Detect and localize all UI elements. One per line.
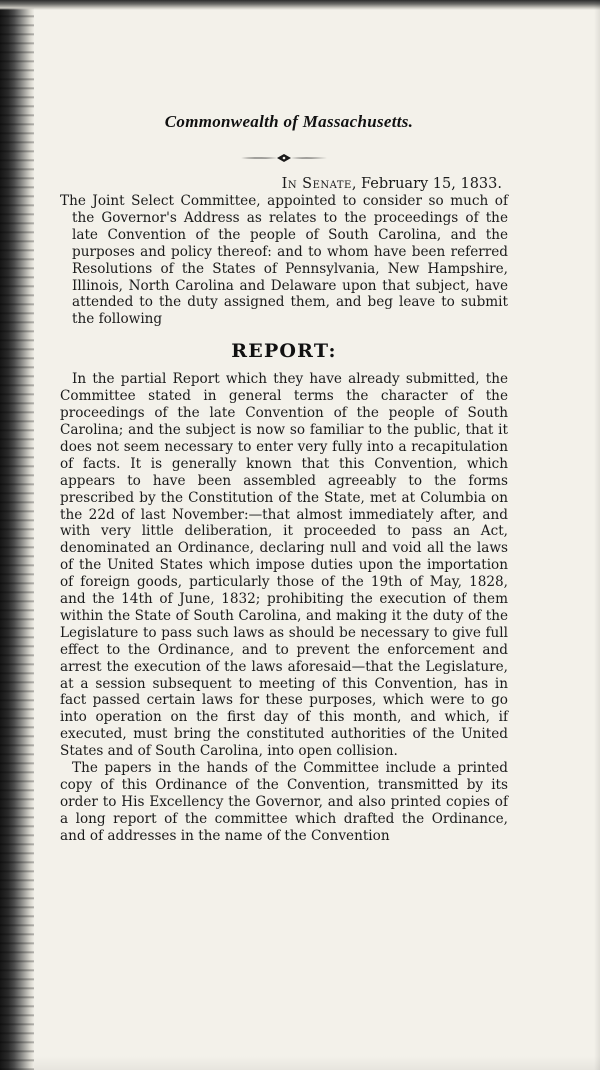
intro-paragraph: The Joint Select Committee, appointed to consider so much of the Governor's Address as relates to the proceedings of the late Convention of the people of South Carolina, and the purposes and policy thereof: and to whom have been referred Resolutions of the States of Pennsylvania, New Hampshire, Illinois, North Carolina and Delaware upon that subject, have attended to the duty assigned them, and beg leave to submit the following xyxy=(60,193,508,328)
body-paragraph-1: In the partial Report which they have already submitted, the Committee stated in general terms the character of the proceedings of the late Convention of the people of South Carolina; and the subject is now so familiar to the public, that it does not seem necessary to enter very fully into a recapitulation of facts. It is generally known that this Convention, which appears to have been assembled agreeably to the forms prescribed by the Constitution of the State, met at Columbia on the 22d of last November:—that almost immediately after, and with very little deliberation, it proceeded to pass an Act, denominated an Ordinance, declaring null and void all the laws of the United States which impose duties upon the importation of foreign goods, particularly those of the 19th of May, 1828, and the 14th of June, 1832; prohibiting the execution of them within the State of South Carolina, and making it the duty of the Legislature to pass such laws as should be necessary to give full effect to the Ordinance, and to prevent the enforcement and arrest the execution of the laws aforesaid—that the Legislature, at a session subsequent to meeting of this Convention, has in fact passed certain laws for these purposes, which were to go into operation on the first day of this month, and which, if executed, must bring the constituted authorities of the United States and of South Carolina, into open collision. xyxy=(60,371,508,760)
document-title: Commonwealth of Massachusetts. xyxy=(164,112,414,131)
ornament-divider-icon xyxy=(239,152,329,164)
page-content xyxy=(60,112,508,845)
report-heading: REPORT: xyxy=(231,340,337,363)
top-scan-edge xyxy=(0,0,600,10)
binding-edge xyxy=(0,0,34,1070)
dateline-date: , February 15, 1833. xyxy=(351,176,502,192)
dateline-place: In Senate xyxy=(281,176,352,192)
right-scan-edge xyxy=(594,0,600,1070)
body-paragraph-2: The papers in the hands of the Committee include a printed copy of this Ordinance of the Convention, transmitted by its order to His Excellency the Governor, and also printed copies of a long report of the committee which drafted the Ordinance, and of addresses in the name of the Convention xyxy=(60,760,508,844)
dateline xyxy=(60,176,508,192)
bottom-scan-shade xyxy=(34,1056,600,1070)
